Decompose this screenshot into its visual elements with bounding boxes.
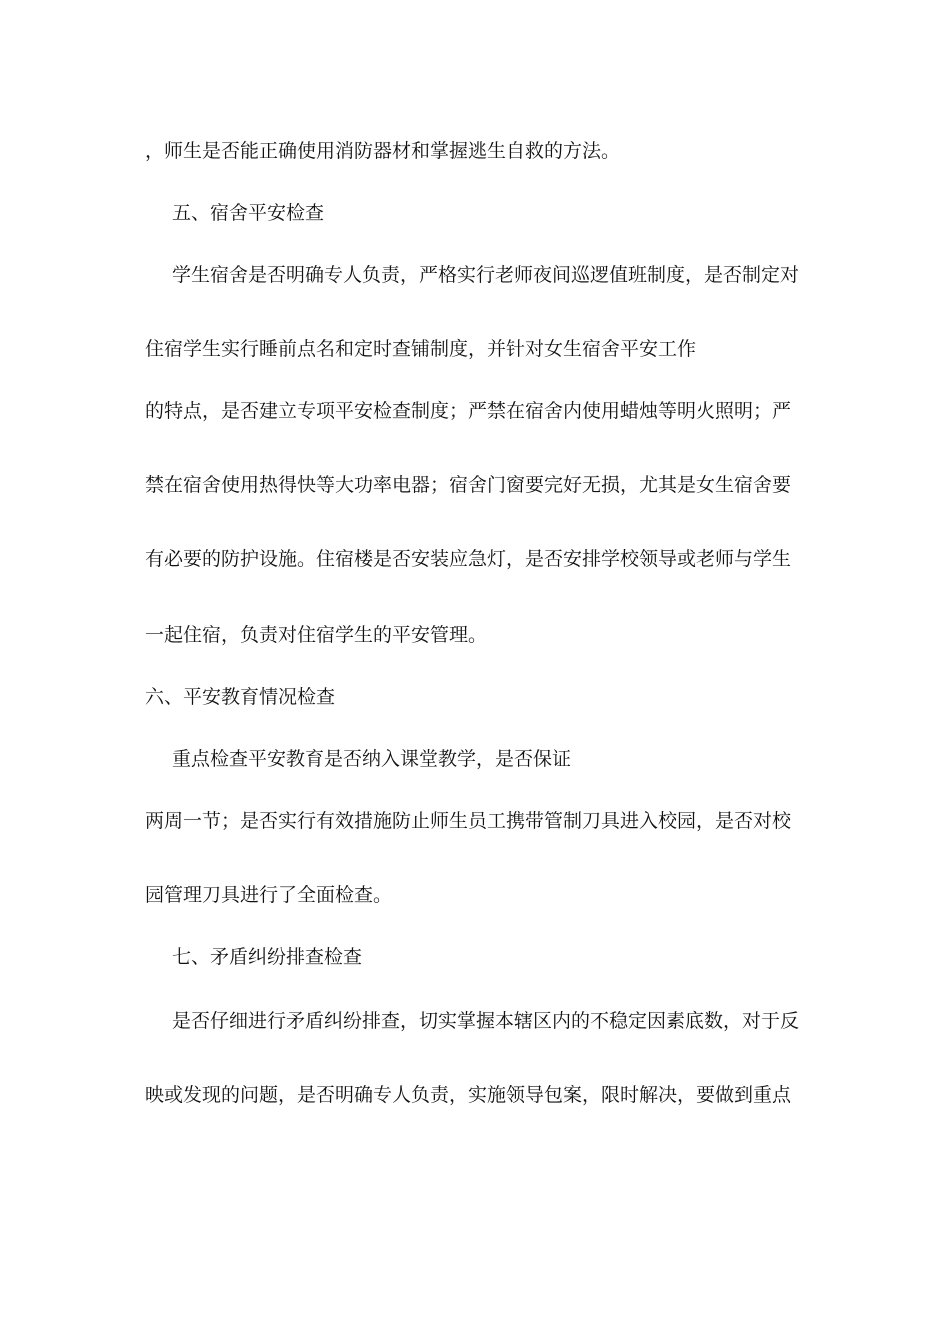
section-heading: 六、平安教育情况检查 <box>145 686 336 708</box>
text-line: 园管理刀具进行了全面检查。 <box>145 884 393 906</box>
text-line: 有必要的防护设施。住宿楼是否安装应急灯，是否安排学校领导或老师与学生 <box>145 548 792 570</box>
text-line: 两周一节；是否实行有效措施防止师生员工携带管制刀具进入校园，是否对校 <box>145 810 792 832</box>
text-line: 映或发现的问题，是否明确专人负责，实施领导包案，限时解决，要做到重点 <box>145 1084 792 1106</box>
text-line: 住宿学生实行睡前点名和定时查铺制度，并针对女生宿舍平安工作 <box>145 338 697 360</box>
text-line: 一起住宿，负责对住宿学生的平安管理。 <box>145 624 488 646</box>
text-line: 的特点，是否建立专项平安检查制度；严禁在宿舍内使用蜡烛等明火照明；严 <box>145 400 792 422</box>
text-line: 禁在宿舍使用热得快等大功率电器；宿舍门窗要完好无损，尤其是女生宿舍要 <box>145 474 792 496</box>
text-line: 重点检查平安教育是否纳入课堂教学，是否保证 <box>172 748 572 770</box>
section-heading: 五、宿舍平安检查 <box>172 202 325 224</box>
text-line: 是否仔细进行矛盾纠纷排查，切实掌握本辖区内的不稳定因素底数，对于反 <box>172 1010 800 1032</box>
text-line: 学生宿舍是否明确专人负责，严格实行老师夜间巡逻值班制度，是否制定对 <box>172 264 800 286</box>
section-heading: 七、矛盾纠纷排查检查 <box>172 946 363 968</box>
text-line: ，师生是否能正确使用消防器材和掌握逃生自救的方法。 <box>145 140 621 162</box>
